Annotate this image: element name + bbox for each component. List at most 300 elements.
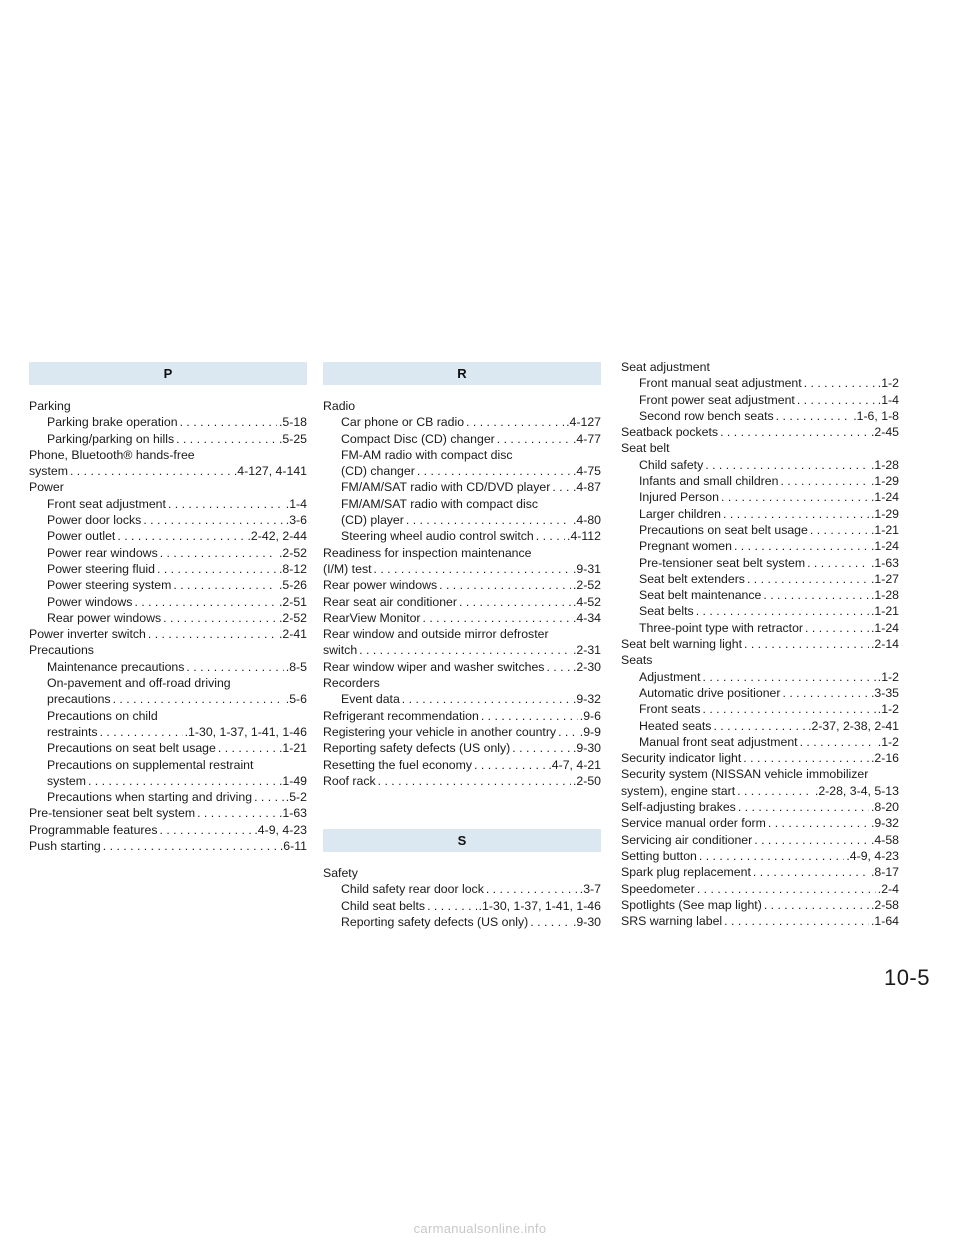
entry-heading: Seats <box>621 653 653 668</box>
index-row <box>341 898 601 914</box>
page-reference: .4-77 <box>572 431 601 446</box>
page-reference: .2-30 <box>572 659 601 674</box>
dot-leader <box>173 577 277 593</box>
index-row <box>323 740 601 756</box>
page-reference: .4-80 <box>572 513 601 528</box>
sub-entries <box>29 659 307 806</box>
dot-leader <box>776 408 852 424</box>
page-reference: .1-21 <box>870 604 899 619</box>
index-entry <box>29 642 307 805</box>
dot-leader <box>530 914 571 930</box>
dot-leader <box>143 512 283 528</box>
page-reference: .4-7, 4-21 <box>548 757 601 772</box>
index-row <box>341 479 601 495</box>
page-reference: .4-52 <box>572 594 601 609</box>
sub-entries <box>323 881 601 930</box>
page-reference: .2-16 <box>870 751 899 766</box>
page-reference: .2-28, 3-4, 5-13 <box>814 783 899 798</box>
index-row <box>323 757 601 773</box>
dot-leader <box>703 701 876 717</box>
index-row <box>323 659 601 675</box>
index-entry <box>323 865 601 930</box>
entry-label: Refrigerant recommendation <box>323 708 479 723</box>
index-entry <box>621 750 899 766</box>
dot-leader <box>168 496 284 512</box>
page-reference: .4-127 <box>566 415 601 430</box>
index-entry <box>29 479 307 626</box>
index-entry <box>621 848 899 864</box>
index-row <box>621 750 899 766</box>
entry-label: Pre-tensioner seat belt system <box>29 806 196 821</box>
entry-text-line: Rear window and outside mirror defroster <box>323 627 549 642</box>
page-reference: .2-52 <box>278 610 307 625</box>
index-row <box>639 375 899 391</box>
index-row <box>639 718 899 734</box>
page-reference: .4-58 <box>870 832 899 847</box>
index-row <box>47 512 307 528</box>
page-reference: .1-2 <box>877 669 899 684</box>
watermark-text: carmanualsonline.info <box>413 1221 547 1236</box>
entry-label: Manual front seat adjustment <box>639 734 798 749</box>
entry-label: Power outlet <box>47 529 116 544</box>
entry-label: Front power seat adjustment <box>639 392 795 407</box>
entry-label: Injured Person <box>639 490 719 505</box>
index-row <box>323 610 601 626</box>
entry-text-line: On-pavement and off-road driving <box>47 676 231 691</box>
page-reference: .2-31 <box>572 643 601 658</box>
dot-leader <box>810 522 869 538</box>
page-reference: .1-24 <box>870 539 899 554</box>
page-reference: .1-63 <box>278 806 307 821</box>
index-row <box>341 512 601 528</box>
page-reference: .9-31 <box>572 561 601 576</box>
index-entry <box>621 913 899 929</box>
dot-leader <box>374 561 571 577</box>
page-reference: .3-35 <box>870 685 899 700</box>
dot-leader <box>197 805 277 821</box>
page-reference: .2-4 <box>877 881 899 896</box>
index-row <box>621 913 899 929</box>
entry-label: SRS warning label <box>621 914 723 929</box>
index-entry <box>323 724 601 740</box>
dot-leader <box>536 528 565 544</box>
index-entry <box>621 897 899 913</box>
entry-label: Rear power windows <box>47 610 162 625</box>
index-row <box>323 594 601 610</box>
dot-leader <box>558 724 578 740</box>
page-reference: .1-49 <box>278 773 307 788</box>
entry-label: Child safety rear door lock <box>341 882 484 897</box>
dot-leader <box>753 864 869 880</box>
index-entry <box>323 594 601 610</box>
entry-label: Self-adjusting brakes <box>621 800 736 815</box>
index-row <box>323 561 601 577</box>
entry-label: Security indicator light <box>621 751 742 766</box>
page-reference: .2-52 <box>278 545 307 560</box>
entry-label: Compact Disc (CD) changer <box>341 431 495 446</box>
entry-label: Seatback pockets <box>621 425 719 440</box>
index-row <box>639 587 899 603</box>
index-row <box>639 603 899 619</box>
page-reference: .4-87 <box>572 480 601 495</box>
entry-label: Seat belt extenders <box>639 571 745 586</box>
entry-label: system <box>47 773 86 788</box>
dot-leader <box>481 708 578 724</box>
page-reference: .1-4 <box>877 392 899 407</box>
index-row <box>639 392 899 408</box>
dot-leader <box>160 822 253 838</box>
entry-label: Power steering system <box>47 578 172 593</box>
index-row <box>47 545 307 561</box>
page-reference: .2-37, 2-38, 2-41 <box>808 718 899 733</box>
entry-label: Power inverter switch <box>29 627 146 642</box>
index-row <box>639 620 899 636</box>
page-reference: .1-6, 1-8 <box>853 408 899 423</box>
index-entry <box>621 424 899 440</box>
dot-leader <box>378 773 571 789</box>
index-row <box>323 642 601 658</box>
page-reference: .5-25 <box>278 431 307 446</box>
index-row <box>47 561 307 577</box>
dot-leader <box>497 431 571 447</box>
sub-entries <box>323 414 601 544</box>
dot-leader <box>254 789 284 805</box>
index-row <box>639 701 899 717</box>
page-reference: .9-30 <box>572 741 601 756</box>
index-entry <box>323 626 601 659</box>
index-row <box>341 463 601 479</box>
entry-label: Automatic drive positioner <box>639 685 781 700</box>
entry-label: Steering wheel audio control switch <box>341 529 534 544</box>
index-row <box>621 864 899 880</box>
dot-leader <box>486 881 578 897</box>
page-reference: .1-2 <box>877 734 899 749</box>
page-reference: .2-45 <box>870 425 899 440</box>
entry-label: Spark plug replacement <box>621 865 751 880</box>
dot-leader <box>807 555 869 571</box>
entry-label: Three-point type with retractor <box>639 620 804 635</box>
index-row <box>621 424 899 440</box>
dot-leader <box>439 577 571 593</box>
dot-leader <box>720 424 869 440</box>
page-reference: .2-50 <box>572 773 601 788</box>
entry-label: Registering your vehicle in another country <box>323 724 557 739</box>
page-reference: .8-5 <box>285 659 307 674</box>
dot-leader <box>552 479 571 495</box>
dot-leader <box>744 636 869 652</box>
entry-label: Front seat adjustment <box>47 496 166 511</box>
page-reference: .1-29 <box>870 506 899 521</box>
page-reference: .9-32 <box>572 692 601 707</box>
index-row <box>323 773 601 789</box>
entry-text-line: Precautions on child <box>47 708 158 723</box>
entry-label: Larger children <box>639 506 722 521</box>
index-row <box>47 740 307 756</box>
index-row <box>621 799 899 815</box>
dot-leader <box>180 414 277 430</box>
entry-label: Rear window wiper and washer switches <box>323 659 545 674</box>
index-entry <box>323 757 601 773</box>
page-reference: .1-64 <box>870 914 899 929</box>
index-entry <box>621 766 899 799</box>
page-reference: .1-29 <box>870 474 899 489</box>
entry-heading: Safety <box>323 866 358 881</box>
entry-label: Setting button <box>621 848 697 863</box>
entry-label: Infants and small children <box>639 474 779 489</box>
entry-label: Car phone or CB radio <box>341 415 465 430</box>
page-reference: .1-21 <box>870 522 899 537</box>
dot-leader <box>70 463 232 479</box>
index-row <box>29 805 307 821</box>
dot-leader <box>747 571 869 587</box>
dot-leader <box>800 734 876 750</box>
dot-leader <box>780 473 869 489</box>
sub-entries <box>323 691 601 707</box>
entry-label: Power door locks <box>47 513 142 528</box>
index-row <box>47 496 307 512</box>
index-entry <box>29 447 307 480</box>
page-reference: .4-127, 4-141 <box>233 464 307 479</box>
dot-leader <box>724 913 869 929</box>
index-row <box>323 577 601 593</box>
index-row <box>341 691 601 707</box>
page-reference: .9-9 <box>579 724 601 739</box>
entry-text-line: Security system (NISSAN vehicle immobilizer <box>621 767 869 782</box>
index-entry <box>621 799 899 815</box>
dot-leader <box>705 457 869 473</box>
page-reference: .4-75 <box>572 464 601 479</box>
entry-text-line: Phone, Bluetooth® hands-free <box>29 447 195 462</box>
sub-entries <box>29 414 307 447</box>
index-row <box>639 669 899 685</box>
index-entry <box>29 805 307 821</box>
index-entry <box>621 636 899 652</box>
index-row <box>47 610 307 626</box>
page-reference: .9-30 <box>572 915 601 930</box>
index-row <box>639 522 899 538</box>
dot-leader <box>218 740 277 756</box>
page-reference: .1-30, 1-37, 1-41, 1-46 <box>184 724 307 739</box>
index-row <box>47 431 307 447</box>
entry-text-line: Precautions on supplemental restraint <box>47 757 254 772</box>
dot-leader <box>103 838 278 854</box>
dot-leader <box>157 561 277 577</box>
page-reference: .1-28 <box>870 588 899 603</box>
index-row <box>341 528 601 544</box>
index-row <box>47 773 307 789</box>
page-reference: .8-17 <box>870 865 899 880</box>
page-reference: .9-6 <box>579 708 601 723</box>
index-entry <box>29 838 307 854</box>
index-entry <box>323 659 601 675</box>
entry-label: restraints <box>47 724 98 739</box>
page-reference: .5-6 <box>285 692 307 707</box>
entry-label: Parking brake operation <box>47 415 178 430</box>
entry-label: system <box>29 464 68 479</box>
entry-label: Service manual order form <box>621 816 766 831</box>
entry-label: Seat belt maintenance <box>639 588 762 603</box>
page-reference: .4-9, 4-23 <box>846 848 899 863</box>
entry-heading: Seat adjustment <box>621 360 710 374</box>
index-entry <box>323 740 601 756</box>
dot-leader <box>113 691 284 707</box>
sub-entries <box>621 375 899 424</box>
entry-label: Power rear windows <box>47 545 158 560</box>
index-row <box>621 897 899 913</box>
page-reference: .1-30, 1-37, 1-41, 1-46 <box>478 898 601 913</box>
index-entry <box>621 359 899 424</box>
entry-label: Programmable features <box>29 822 158 837</box>
dot-leader <box>743 750 869 766</box>
index-row <box>621 815 899 831</box>
page-reference: .6-11 <box>279 839 307 854</box>
index-row <box>639 489 899 505</box>
dot-leader <box>160 545 277 561</box>
index-entry <box>621 440 899 636</box>
entry-text-line: Readiness for inspection maintenance <box>323 545 532 560</box>
page-reference: .1-27 <box>870 571 899 586</box>
dot-leader <box>754 832 869 848</box>
index-row <box>621 783 899 799</box>
entry-label: (I/M) test <box>323 561 372 576</box>
entry-label: Seat belt warning light <box>621 637 742 652</box>
page-reference: .1-2 <box>877 376 899 391</box>
index-row <box>621 636 899 652</box>
index-row <box>621 881 899 897</box>
dot-leader <box>466 414 564 430</box>
page-reference: .1-63 <box>870 555 899 570</box>
entry-label: Seat belts <box>639 604 694 619</box>
entry-label: Rear power windows <box>323 578 438 593</box>
dot-leader <box>804 375 876 391</box>
entry-heading: Recorders <box>323 676 380 691</box>
dot-leader <box>88 773 277 789</box>
dot-leader <box>763 587 869 603</box>
entry-label: Resetting the fuel economy <box>323 757 473 772</box>
sub-entries <box>621 669 899 750</box>
dot-leader <box>406 512 571 528</box>
entry-text-line: FM-AM radio with compact disc <box>341 447 513 462</box>
page-reference: .3-6 <box>285 513 307 528</box>
entry-heading: Seat belt <box>621 441 670 456</box>
index-entry <box>323 708 601 724</box>
dot-leader <box>186 659 283 675</box>
index-entry <box>621 832 899 848</box>
index-row <box>29 463 307 479</box>
index-row <box>639 538 899 554</box>
page-reference: .1-24 <box>870 620 899 635</box>
entry-label: Roof rack <box>323 773 376 788</box>
dot-leader <box>148 626 277 642</box>
entry-label: Child seat belts <box>341 898 426 913</box>
page-reference: .1-2 <box>877 702 899 717</box>
index-entry <box>621 815 899 831</box>
dot-leader <box>359 642 571 658</box>
dot-leader <box>696 603 869 619</box>
dot-leader <box>459 594 571 610</box>
page-reference: .2-52 <box>572 578 601 593</box>
page-reference: .4-34 <box>572 610 601 625</box>
entry-label: Spotlights (See map light) <box>621 897 762 912</box>
entry-label: Reporting safety defects (US only) <box>341 915 529 930</box>
page-reference: .2-42, 2-44 <box>247 529 307 544</box>
index-row <box>47 691 307 707</box>
dot-leader <box>423 610 571 626</box>
index-row <box>341 914 601 930</box>
page-reference: .2-41 <box>278 627 307 642</box>
index-row <box>47 659 307 675</box>
section-letter-header: R <box>323 362 601 385</box>
index-column-1 <box>29 362 307 854</box>
dot-leader <box>723 506 869 522</box>
entry-label: Second row bench seats <box>639 408 774 423</box>
index-entry <box>323 773 601 789</box>
page-reference: .1-21 <box>278 741 307 756</box>
dot-leader <box>117 528 245 544</box>
index-column-2 <box>323 362 601 930</box>
index-row <box>621 832 899 848</box>
entry-label: Rear seat air conditioner <box>323 594 457 609</box>
entry-label: Power steering fluid <box>47 561 155 576</box>
dot-leader <box>100 724 183 740</box>
entry-label: Precautions on seat belt usage <box>639 522 808 537</box>
dot-leader <box>738 799 869 815</box>
entry-label: system), engine start <box>621 783 736 798</box>
dot-leader <box>703 669 876 685</box>
entry-label: FM/AM/SAT radio with CD/DVD player <box>341 480 551 495</box>
entry-label: Maintenance precautions <box>47 659 185 674</box>
dot-leader <box>768 815 869 831</box>
index-entry <box>29 398 307 447</box>
index-row <box>639 571 899 587</box>
entry-heading: Power <box>29 480 64 495</box>
entry-label: RearView Monitor <box>323 610 421 625</box>
index-entry <box>323 610 601 626</box>
page-reference: .1-4 <box>285 496 307 511</box>
entry-label: Reporting safety defects (US only) <box>323 741 511 756</box>
entry-text-line: FM/AM/SAT radio with compact disc <box>341 496 539 511</box>
page-reference: .8-12 <box>278 561 307 576</box>
entry-label: (CD) changer <box>341 464 415 479</box>
entry-label: Servicing air conditioner <box>621 832 753 847</box>
dot-leader <box>427 898 477 914</box>
index-row <box>639 685 899 701</box>
dot-leader <box>546 659 571 675</box>
dot-leader <box>764 897 869 913</box>
dot-leader <box>417 463 571 479</box>
index-row <box>47 528 307 544</box>
index-row <box>341 431 601 447</box>
entry-label: switch <box>323 643 358 658</box>
page-reference: .2-14 <box>870 637 899 652</box>
entry-label: Child safety <box>639 457 704 472</box>
dot-leader <box>697 881 876 897</box>
dot-leader <box>163 610 277 626</box>
page-reference: .5-18 <box>278 415 307 430</box>
entry-label: Heated seats <box>639 718 712 733</box>
page-reference: .9-32 <box>870 816 899 831</box>
index-entry <box>323 545 601 578</box>
index-entry <box>323 577 601 593</box>
entry-label: Speedometer <box>621 881 695 896</box>
dot-leader <box>721 489 869 505</box>
index-row <box>323 708 601 724</box>
dot-leader <box>797 392 876 408</box>
index-row <box>29 838 307 854</box>
entry-label: Pre-tensioner seat belt system <box>639 555 806 570</box>
index-row <box>639 555 899 571</box>
index-row <box>47 414 307 430</box>
